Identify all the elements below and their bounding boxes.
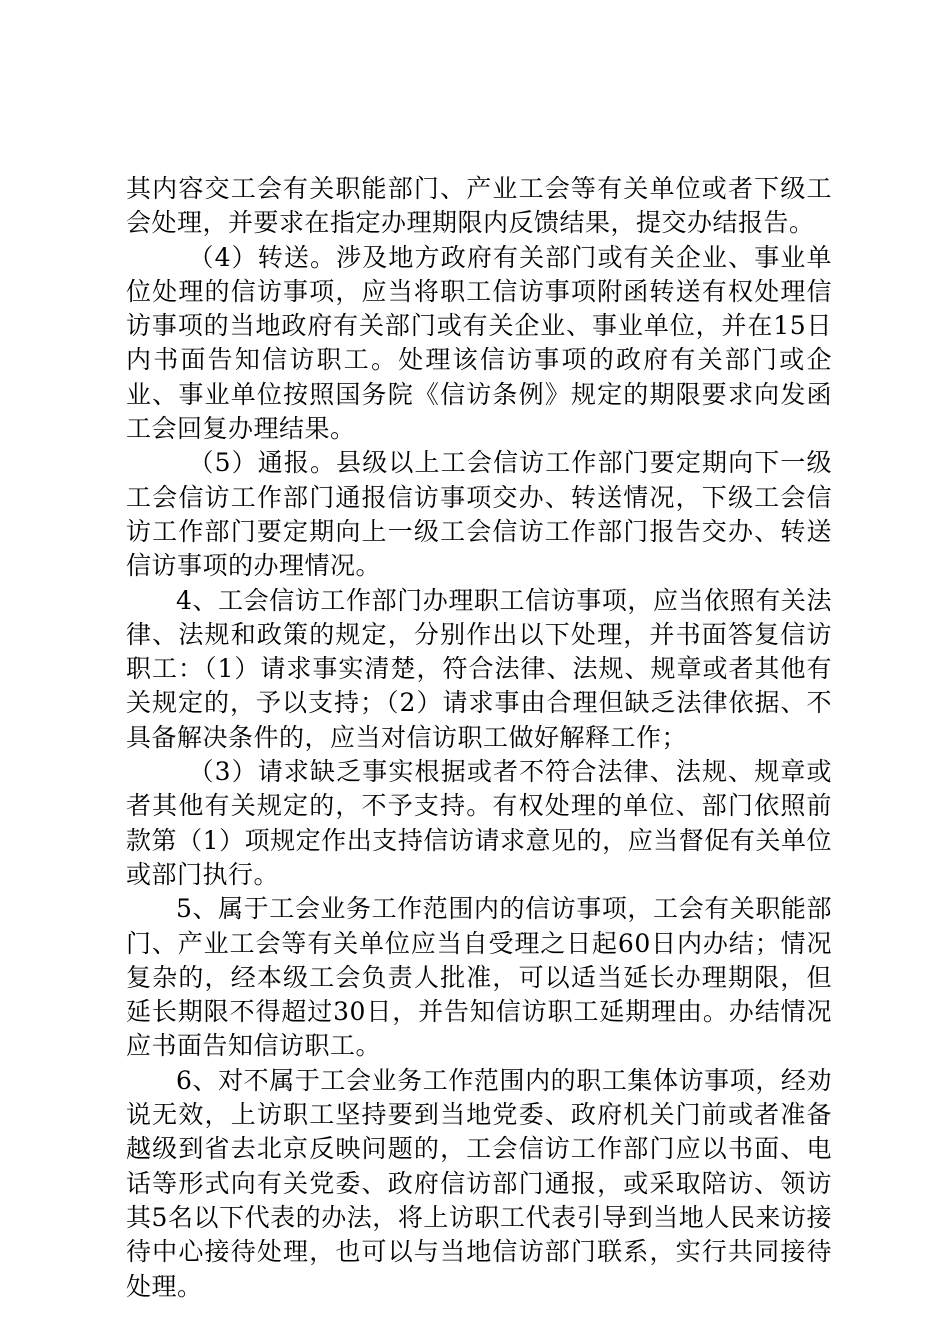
document-page bbox=[126, 172, 832, 1304]
paragraph-item-4-transfer: （4）转送。涉及地方政府有关部门或有关企业、事业单位处理的信访事项，应当将职工信访事项附函转送有权处理信访事项的当地政府有关部门或有关企业、事业单位，并在15日内书面告知信访职工。处理该信访事项的政府有关部门或企业、事业单位按照国务院《信访条例》规定的期限要求向发函工会回复办理结果。 bbox=[126, 242, 832, 444]
paragraph-section-6: 6、对不属于工会业务工作范围内的职工集体访事项，经劝说无效，上访职工坚持要到当地党委、政府机关门前或者准备越级到省去北京反映问题的，工会信访工作部门应以书面、电话等形式向有关党委、政府信访部门通报，或采取陪访、领访其5名以下代表的办法，将上访职工代表引导到当地人民来访接待中心接待处理，也可以与当地信访部门联系，实行共同接待处理。 bbox=[126, 1065, 832, 1301]
paragraph-section-4: 4、工会信访工作部门办理职工信访事项，应当依照有关法律、法规和政策的规定，分别作出以下处理，并书面答复信访职工：（1）请求事实清楚，符合法律、法规、规章或者其他有关规定的，予以支持；（2）请求事由合理但缺乏法律依据、不具备解决条件的，应当对信访职工做好解释工作； bbox=[126, 585, 832, 752]
paragraph-section-4-item-3: （3）请求缺乏事实根据或者不符合法律、法规、规章或者其他有关规定的，不予支持。有权处理的单位、部门依照前款第（1）项规定作出支持信访请求意见的，应当督促有关单位或部门执行。 bbox=[126, 757, 832, 889]
paragraph-continuation: 其内容交工会有关职能部门、产业工会等有关单位或者下级工会处理，并要求在指定办理期限内反馈结果，提交办结报告。 bbox=[126, 174, 832, 238]
paragraph-item-5-notify: （5）通报。县级以上工会信访工作部门要定期向下一级工会信访工作部门通报信访事项交办、转送情况，下级工会信访工作部门要定期向上一级工会信访工作部门报告交办、转送信访事项的办理情况。 bbox=[126, 448, 832, 581]
paragraph-section-5: 5、属于工会业务工作范围内的信访事项，工会有关职能部门、产业工会等有关单位应当自受理之日起60日内办结；情况复杂的，经本级工会负责人批准，可以适当延长办理期限，但延长期限不得超过30日，并告知信访职工延期理由。办结情况应书面告知信访职工。 bbox=[126, 894, 832, 1061]
